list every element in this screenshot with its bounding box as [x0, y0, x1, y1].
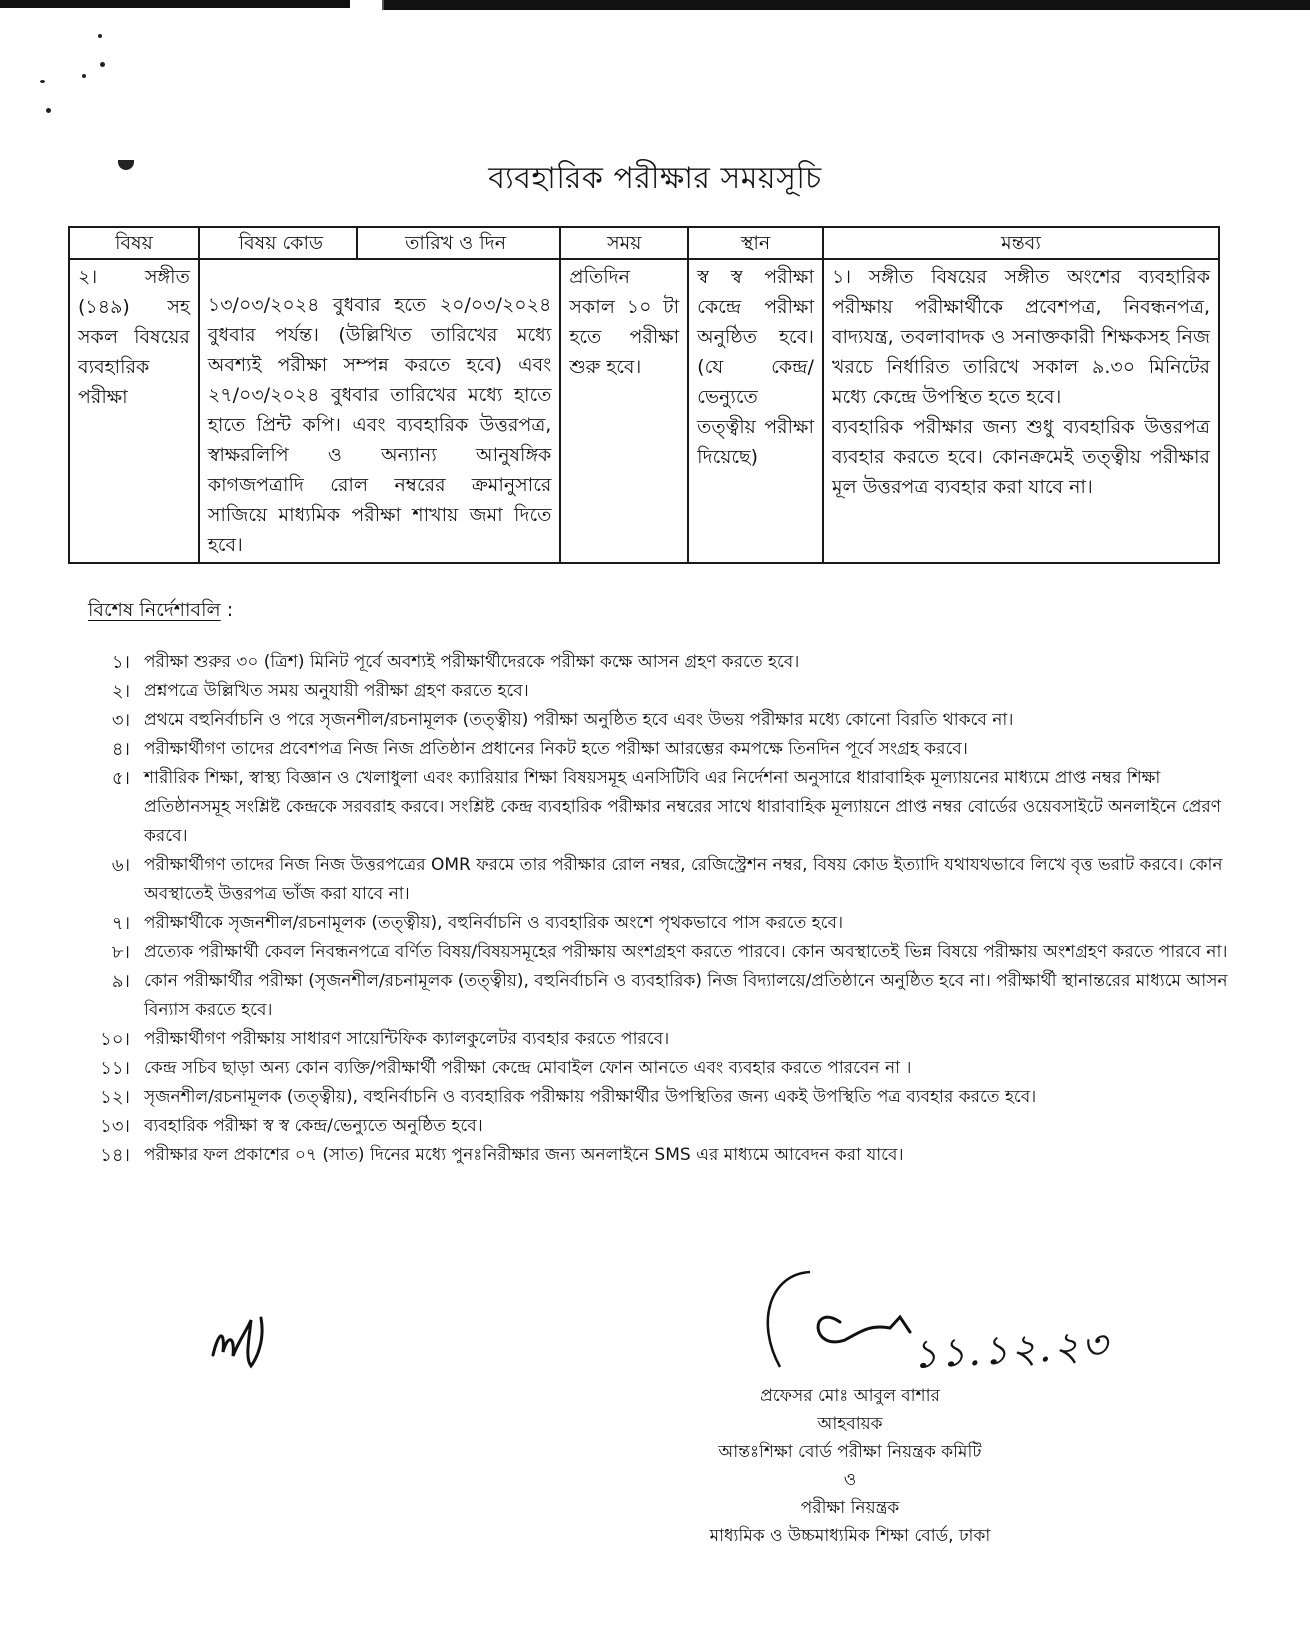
- list-item: [70, 735, 1230, 764]
- signatory-role: আহবায়ক: [817, 1414, 883, 1434]
- item-text: প্রশ্নপত্রে উল্লিখিত সময় অনুযায়ী পরীক্ষা গ্রহণ করতে হবে।: [144, 681, 529, 701]
- list-item: [70, 764, 1230, 851]
- list-item: [70, 1025, 1230, 1054]
- list-item: [70, 1083, 1230, 1112]
- scan-speck: [82, 74, 86, 78]
- list-item: [70, 967, 1230, 1025]
- item-text: পরীক্ষার ফল প্রকাশের ০৭ (সাত) দিনের মধ্যে পুনঃনিরীক্ষার জন্য অনলাইনে SMS এর মাধ্যমে আবেদন করা যাবে।: [144, 1145, 904, 1165]
- list-item: [70, 938, 1230, 967]
- signatory-title: পরীক্ষা নিয়ন্ত্রক: [800, 1498, 900, 1518]
- instructions-heading-colon: :: [226, 599, 234, 621]
- header-subject: বিষয়: [69, 227, 199, 259]
- scan-speck: [40, 80, 45, 83]
- item-number: ৩।: [111, 710, 130, 731]
- item-text: প্রথমে বহুনির্বাচনি ও পরে সৃজনশীল/রচনামূলক (তত্ত্বীয়) পরীক্ষা অনুষ্ঠিত হবে এবং উভয় পরীক্ষার মধ্যে কোনো বিরতি থাকবে না।: [144, 710, 1014, 730]
- instructions-heading: [88, 596, 233, 628]
- header-time: সময়: [560, 227, 688, 259]
- cell-venue: স্ব স্ব পরীক্ষা কেন্দ্রে পরীক্ষা অনুষ্ঠিত হবে। (যে কেন্দ্র/ ভেন্যুতে তত্ত্বীয় পরীক্ষা দিয়েছে): [688, 259, 823, 563]
- item-text: কেন্দ্র সচিব ছাড়া অন্য কোন ব্যক্তি/পরীক্ষার্থী পরীক্ষা কেন্দ্রে মোবাইল ফোন আনতে এবং ব্যবহার করতে পারবেন না ।: [144, 1058, 912, 1078]
- item-number: ১।: [111, 652, 130, 673]
- item-text: শারীরিক শিক্ষা, স্বাস্থ্য বিজ্ঞান ও খেলাধুলা এবং ক্যারিয়ার শিক্ষা বিষয়সমূহ এনসিটিবি এর নির্দেশনা অনুসারে ধারাবাহিক মূল্যায়নের মাধ্যমে প্রাপ্ত নম্বর শিক্ষা প্রতিষ্ঠানসমূহ সংশ্লিষ্ট কেন্দ্রকে সরবরাহ করবে। সংশ্লিষ্ট কেন্দ্র ব্যবহারিক পরীক্ষার নম্বরের সাথে ধারাবাহিক মূল্যায়নে প্রাপ্ত নম্বর বোর্ডের ওয়েবসাইটে অনলাইনে প্রেরণ করবে।: [144, 768, 1222, 846]
- cell-remarks: [823, 259, 1219, 563]
- left-signature-icon: [205, 1300, 285, 1380]
- signatory-board: মাধ্যমিক ও উচ্চমাধ্যমিক শিক্ষা বোর্ড, ঢাকা: [709, 1526, 991, 1546]
- item-number: ১২।: [100, 1087, 130, 1108]
- table-row: [69, 259, 1219, 563]
- item-text: ব্যবহারিক পরীক্ষা স্ব স্ব কেন্দ্র/ভেন্যুতে অনুষ্ঠিত হবে।: [144, 1116, 483, 1136]
- item-text: পরীক্ষা শুরুর ৩০ (ত্রিশ) মিনিট পূর্বে অবশ্যই পরীক্ষার্থীদেরকে পরীক্ষা কক্ষে আসন গ্রহণ করতে হবে।: [144, 652, 800, 672]
- list-item: [70, 648, 1230, 677]
- item-number: ১৩।: [100, 1116, 130, 1137]
- header-remarks: মন্তব্য: [823, 227, 1219, 259]
- signatory-conjunction: ও: [843, 1470, 857, 1490]
- item-text: পরীক্ষার্থীকে সৃজনশীল/রচনামূলক (তত্ত্বীয়), বহুনির্বাচনি ও ব্যবহারিক অংশে পৃথকভাবে পাস করতে হবে।: [144, 913, 844, 933]
- item-number: ৪।: [111, 739, 130, 760]
- item-number: ২।: [111, 681, 130, 702]
- list-item: [70, 677, 1230, 706]
- signatory-committee: আন্তঃশিক্ষা বোর্ড পরীক্ষা নিয়ন্ত্রক কমিটি: [718, 1442, 982, 1462]
- schedule-table: [68, 226, 1220, 564]
- item-text: কোন পরীক্ষার্থীর পরীক্ষা (সৃজনশীল/রচনামূলক (তত্ত্বীয়), বহুনির্বাচনি ও ব্যবহারিক) নিজ বিদ্যালয়ে/প্রতিষ্ঠানে অনুষ্ঠিত হবে না। পরীক্ষার্থী স্থানান্তরের মাধ্যমে আসন বিন্যাস করতে হবে।: [144, 971, 1228, 1020]
- list-item: [70, 1054, 1230, 1083]
- list-item: [70, 851, 1230, 909]
- item-number: ৬।: [111, 855, 130, 876]
- item-number: ৭।: [111, 913, 130, 934]
- item-number: ৯।: [111, 971, 130, 992]
- list-item: [70, 1112, 1230, 1141]
- scan-edge-bar-right: [382, 0, 1310, 10]
- item-text: পরীক্ষার্থীগণ তাদের নিজ নিজ উত্তরপত্রের OMR ফরমে তার পরীক্ষার রোল নম্বর, রেজিস্ট্রেশন নম্বর, বিষয় কোড ইত্যাদি যথাযথভাবে লিখে বৃত্ত ভরাট করবে। কোন অবস্থাতেই উত্তরপত্র ভাঁজ করা যাবে না।: [144, 855, 1223, 904]
- cell-time: প্রতিদিন সকাল ১০ টা হতে পরীক্ষা শুরু হবে।: [560, 259, 688, 563]
- instructions-heading-text: বিশেষ নির্দেশাবলি: [88, 599, 221, 621]
- signatory-name: প্রফেসর মোঃ আবুল বাশার: [760, 1386, 940, 1406]
- item-number: ৮।: [111, 942, 130, 963]
- signature-date: ১১.১২.২৩: [910, 1321, 1111, 1379]
- item-number: ১৪।: [100, 1145, 130, 1166]
- list-item: [70, 706, 1230, 735]
- item-number: ৫।: [111, 768, 130, 789]
- item-text: প্রত্যেক পরীক্ষার্থী কেবল নিবন্ধনপত্রে বর্ণিত বিষয়/বিষয়সমূহের পরীক্ষায় অংশগ্রহণ করতে পারবে। কোন অবস্থাতেই ভিন্ন বিষয়ে পরীক্ষায় অংশগ্রহণ করতে পারবে না।: [144, 942, 1228, 962]
- scan-edge-bar-left: [0, 0, 350, 8]
- list-item: [70, 1141, 1230, 1170]
- instructions-list: [70, 648, 1230, 1170]
- scan-speck: [100, 62, 105, 67]
- item-number: ১১।: [100, 1058, 130, 1079]
- header-code-date: [199, 227, 560, 259]
- item-text: পরীক্ষার্থীগণ পরীক্ষায় সাধারণ সায়েন্টিফিক ক্যালকুলেটর ব্যবহার করতে পারবে।: [144, 1029, 670, 1049]
- cell-subject: ২। সঙ্গীত (১৪৯) সহ সকল বিষয়ের ব্যবহারিক পরীক্ষা: [69, 259, 199, 563]
- cell-date-day: ১৩/০৩/২০২৪ বুধবার হতে ২০/০৩/২০২৪ বুধবার পর্যন্ত। (উল্লিখিত তারিখের মধ্যে অবশ্যই পরীক্ষা সম্পন্ন করতে হবে) এবং ২৭/০৩/২০২৪ বুধবার তারিখের মধ্যে হাতে হাতে প্রিন্ট কপি। এবং ব্যবহারিক উত্তরপত্র, স্বাক্ষরলিপি ও অন্যান্য আনুষঙ্গিক কাগজপত্রাদি রোল নম্বরের ক্রমানুসারে সাজিয়ে মাধ্যমিক পরীক্ষা শাখায় জমা দিতে হবে।: [199, 259, 560, 563]
- header-date-day: তারিখ ও দিন: [405, 232, 507, 254]
- header-subject-code: বিষয় কোড: [206, 228, 358, 258]
- item-text: পরীক্ষার্থীগণ তাদের প্রবেশপত্র নিজ নিজ প্রতিষ্ঠান প্রধানের নিকট হতে পরীক্ষা আরম্ভের কমপক্ষে তিনদিন পূর্বে সংগ্রহ করবে।: [144, 739, 968, 759]
- scan-speck: [46, 108, 51, 113]
- table-header-row: [69, 227, 1219, 259]
- scan-speck: [98, 34, 102, 38]
- item-number: ১০।: [100, 1029, 130, 1050]
- remarks-note-1: ১। সঙ্গীত বিষয়ের সঙ্গীত অংশের ব্যবহারিক পরীক্ষায় পরীক্ষার্থীকে প্রবেশপত্র, নিবন্ধনপত্র, বাদ্যযন্ত্র, তবলাবাদক ও সনাক্তকারী শিক্ষকসহ নিজ খরচে নির্ধারিত তারিখে সকাল ৯.৩০ মিনিটের মধ্যে কেন্দ্রে উপস্থিত হতে হবে।: [831, 266, 1210, 408]
- header-venue: স্থান: [688, 227, 823, 259]
- list-item: [70, 909, 1230, 938]
- remarks-note-2: ব্যবহারিক পরীক্ষার জন্য শুধু ব্যবহারিক উত্তরপত্র ব্যবহার করতে হবে। কোনক্রমেই তত্ত্বীয় পরীক্ষার মূল উত্তরপত্র ব্যবহার করা যাবে না।: [831, 416, 1210, 498]
- document-title: ব্যবহারিক পরীক্ষার সময়সূচি: [488, 161, 822, 197]
- signatory-block: [660, 1382, 1040, 1550]
- item-text: সৃজনশীল/রচনামূলক (তত্ত্বীয়), বহুনির্বাচনি ও ব্যবহারিক পরীক্ষায় পরীক্ষার্থীর উপস্থিতির জন্য একই উপস্থিতি পত্র ব্যবহার করতে হবে।: [144, 1087, 1037, 1107]
